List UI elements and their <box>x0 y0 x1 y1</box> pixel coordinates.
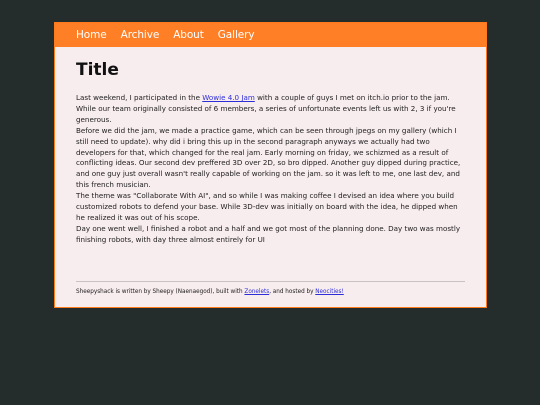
post-paragraph-3: The theme was "Collaborate With AI", and so while I was making coffee I devised an idea where you build customized robots to defend your base. While 3D-dev was initially on board with the idea, he dipped when he realized it was out of his scope. <box>76 191 458 222</box>
page-title: Title <box>76 60 119 80</box>
post-body <box>76 93 468 246</box>
footer-divider <box>76 281 465 282</box>
top-nav <box>55 23 486 47</box>
site-footer <box>76 288 344 296</box>
neocities-link[interactable]: Neocities! <box>315 289 344 295</box>
nav-about-link[interactable]: About <box>173 29 204 41</box>
page-container <box>54 22 487 308</box>
nav-gallery-link[interactable]: Gallery <box>217 29 255 41</box>
nav-home-link[interactable]: Home <box>76 29 107 41</box>
footer-text-start: Sheepyshack is written by Sheepy (Naenaegod), built with <box>76 289 245 295</box>
nav-archive-link[interactable]: Archive <box>120 29 160 41</box>
wowie-jam-link[interactable]: Wowie 4.0 Jam <box>202 93 255 102</box>
main-content <box>55 47 486 246</box>
post-paragraph-4: Day one went well, I finished a robot and a half and we got most of the planning done. Day two was mostly finishing robots, with day three almost entirely for UI <box>76 223 461 244</box>
zonelets-link[interactable]: Zonelets <box>244 289 270 295</box>
post-paragraph-1 <box>76 93 468 126</box>
post-paragraph-2: Before we did the jam, we made a practice game, which can be seen through jpegs on my gallery (which I still need to update). why did i bring this up in the second paragraph anyways we actually had two developers for that, which changed for the real jam. Early morning on friday, we schizmed as a result of conflicting ideas. Our second dev preffered 3D over 2D, so bro dipped. Another guy dipped during practice, and one guy just overall wasn't really capable of working on the jam. so it was left to me, one last dev, and this french musician. <box>76 125 461 190</box>
paragraph-1-text-start: Last weekend, I participated in the <box>76 93 203 102</box>
paragraph-1-text-end: with a couple of guys I met on itch.io prior to the jam. While our team originally consisted of 6 members, a series of unfortunate events left us with 2, 3 if you're generous. <box>76 93 456 124</box>
footer-text-middle: , and hosted by <box>269 289 316 295</box>
